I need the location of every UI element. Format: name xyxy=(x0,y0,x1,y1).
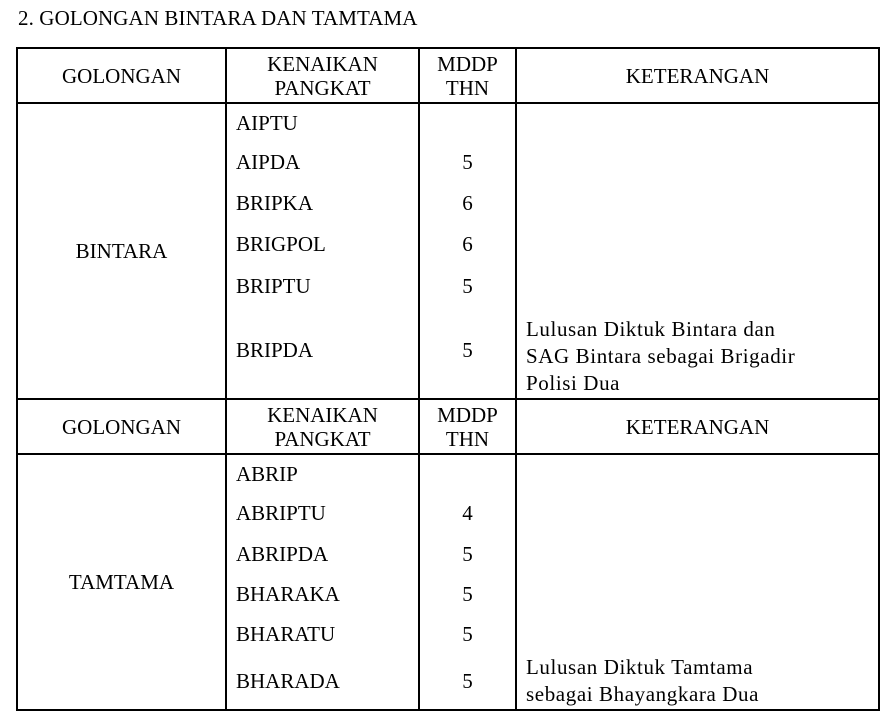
header-kenaikan-pangkat xyxy=(226,399,419,454)
mddp-value: 5 xyxy=(462,621,473,646)
header-mddp-line1: MDDP xyxy=(437,402,498,427)
pangkat-cell xyxy=(226,103,419,399)
header-kenaikan-line1: KENAIKAN xyxy=(267,402,378,427)
mddp-value: 5 xyxy=(462,669,473,693)
header-kenaikan-line2: PANGKAT xyxy=(274,426,371,451)
mddp-cell xyxy=(419,103,516,399)
header-golongan: GOLONGAN xyxy=(17,48,226,103)
keterangan-line: Lulusan Diktuk Tamtama xyxy=(526,655,754,679)
golongan-cell: BINTARA xyxy=(17,103,226,399)
header-mddp-thn xyxy=(419,399,516,454)
rank-item: BRIPKA xyxy=(236,191,314,215)
header-keterangan: KETERANGAN xyxy=(516,48,879,103)
rank-item: AIPDA xyxy=(236,150,301,174)
golongan-cell: TAMTAMA xyxy=(17,454,226,710)
mddp-value: 6 xyxy=(462,232,473,256)
rank-table xyxy=(16,47,880,711)
rank-item: AIPTU xyxy=(236,110,298,135)
table-header-row xyxy=(17,48,879,103)
keterangan-line: sebagai Bhayangkara Dua xyxy=(526,682,760,706)
table-header-row xyxy=(17,399,879,454)
keterangan-cell xyxy=(516,103,879,399)
header-keterangan: KETERANGAN xyxy=(516,399,879,454)
keterangan-cell xyxy=(516,454,879,710)
header-mddp-line1: MDDP xyxy=(437,51,498,76)
mddp-value: 5 xyxy=(462,337,473,362)
rank-item: BHARAKA xyxy=(236,581,340,606)
mddp-value: 5 xyxy=(462,274,473,298)
mddp-value: 4 xyxy=(462,501,473,525)
rank-item: BHARATU xyxy=(236,621,336,646)
mddp-value: 6 xyxy=(462,191,473,215)
mddp-value xyxy=(420,455,515,493)
rank-item: BHARADA xyxy=(236,669,340,693)
mddp-value: 5 xyxy=(462,581,473,606)
table-row xyxy=(17,103,879,399)
rank-item: ABRIPTU xyxy=(236,501,326,525)
rank-item: BRIGPOL xyxy=(236,232,326,256)
header-golongan: GOLONGAN xyxy=(17,399,226,454)
rank-item: ABRIP xyxy=(236,461,298,486)
mddp-value: 5 xyxy=(462,541,473,566)
mddp-value xyxy=(420,104,515,142)
header-kenaikan-pangkat xyxy=(226,48,419,103)
header-mddp-line2: THN xyxy=(445,75,490,100)
header-kenaikan-line1: KENAIKAN xyxy=(267,51,378,76)
header-mddp-line2: THN xyxy=(445,426,490,451)
section-heading: 2. GOLONGAN BINTARA DAN TAMTAMA xyxy=(18,6,418,30)
keterangan-line: SAG Bintara sebagai Brigadir xyxy=(526,344,796,368)
rank-item: BRIPTU xyxy=(236,274,311,298)
header-kenaikan-line2: PANGKAT xyxy=(274,75,371,100)
rank-item: BRIPDA xyxy=(236,337,314,362)
pangkat-cell xyxy=(226,454,419,710)
table-row xyxy=(17,454,879,710)
keterangan-line: Lulusan Diktuk Bintara dan xyxy=(526,317,776,341)
header-mddp-thn xyxy=(419,48,516,103)
keterangan-line: Polisi Dua xyxy=(526,371,621,395)
mddp-value: 5 xyxy=(462,150,473,174)
rank-item: ABRIPDA xyxy=(236,541,329,566)
mddp-cell xyxy=(419,454,516,710)
